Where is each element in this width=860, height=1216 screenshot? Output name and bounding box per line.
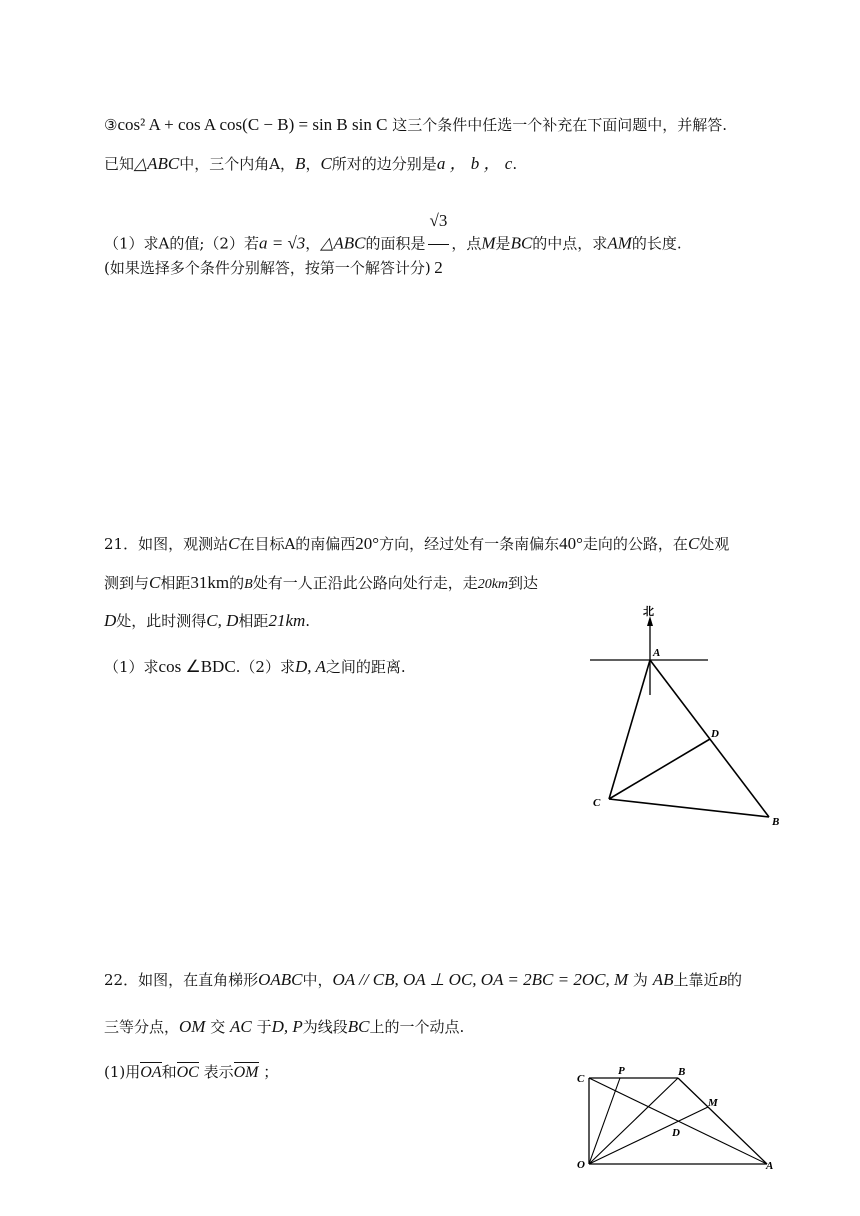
vector-oa: OA bbox=[140, 1064, 162, 1081]
period: . bbox=[512, 155, 518, 173]
midpoint-text: 的中点，求 bbox=[532, 234, 608, 253]
condition-text: 这三个条件中任选一个补充在下面问题中，并解答. bbox=[392, 116, 728, 134]
point-c: C bbox=[149, 573, 161, 592]
sides-abc: a ， b ， c bbox=[436, 154, 513, 173]
q20-given bbox=[104, 154, 517, 174]
point-c: C bbox=[687, 534, 700, 553]
q21-line-2 bbox=[104, 573, 538, 595]
segment-om: OM bbox=[179, 1017, 206, 1036]
text: 处，此时测得 bbox=[116, 612, 207, 630]
side-cb bbox=[609, 799, 769, 817]
text: 的 bbox=[727, 971, 743, 989]
text: 之间的距离. bbox=[325, 658, 406, 676]
points-d-p: D, P bbox=[271, 1017, 303, 1036]
q22-line-2 bbox=[104, 1017, 464, 1037]
text: 中， bbox=[302, 971, 333, 989]
label-c: C bbox=[593, 797, 601, 809]
q21-figure bbox=[580, 600, 800, 840]
angle-c: C bbox=[320, 154, 332, 173]
cos-angle-bdc: cos ∠BDC bbox=[158, 657, 236, 676]
distance-31km: 31km bbox=[190, 573, 230, 592]
vector-om: OM bbox=[233, 1064, 259, 1081]
period: . bbox=[305, 612, 311, 630]
label-d: D bbox=[672, 1127, 680, 1139]
text: 于 bbox=[256, 1018, 272, 1036]
a-equals-root3: a = √3 bbox=[258, 233, 306, 253]
text: 处观 bbox=[699, 535, 730, 553]
text: 的 bbox=[229, 574, 245, 592]
q21-line-4 bbox=[104, 657, 406, 677]
separator: ， bbox=[305, 155, 321, 173]
point-m: M bbox=[481, 233, 496, 253]
angle-40: 40° bbox=[559, 534, 583, 553]
q22-line-1 bbox=[104, 970, 742, 992]
text: .（2）求 bbox=[235, 658, 295, 676]
segment-am: AM bbox=[607, 233, 632, 253]
text: 和 bbox=[161, 1063, 177, 1081]
trapezoid-oabc: OABC bbox=[258, 970, 303, 989]
text: 为线段 bbox=[302, 1018, 348, 1036]
denominator: 2 bbox=[434, 258, 443, 277]
point-b: B bbox=[718, 974, 728, 989]
given-text: 中，三个内角A， bbox=[179, 155, 296, 173]
label-c: C bbox=[577, 1073, 585, 1085]
distance-21km: 21km bbox=[268, 611, 306, 630]
vector-oc: OC bbox=[176, 1064, 199, 1081]
q21-line-3 bbox=[104, 611, 310, 631]
triangle-abc: △ABC bbox=[320, 233, 366, 253]
label-m: M bbox=[708, 1097, 718, 1109]
q22-figure bbox=[570, 1062, 785, 1177]
text: 在目标A的南偏西 bbox=[239, 535, 356, 553]
text: 方向，经过处有一条南偏东 bbox=[379, 535, 560, 553]
q20-note: (如果选择多个条件分别解答，按第一个解答计分) bbox=[104, 259, 431, 277]
label-a: A bbox=[653, 647, 661, 659]
given-text-2: 所对的边分别是 bbox=[331, 155, 437, 173]
separator: ， bbox=[305, 234, 321, 253]
q21-line-1 bbox=[104, 534, 729, 554]
text: 交 bbox=[210, 1018, 226, 1036]
text: 上靠近 bbox=[673, 971, 719, 989]
text: 三等分点， bbox=[104, 1018, 180, 1036]
circle-number: ③ bbox=[104, 116, 118, 134]
text: 21．如图，观测站 bbox=[104, 535, 229, 553]
text: 相距 bbox=[238, 612, 269, 630]
given-prefix: 已知 bbox=[104, 155, 135, 173]
label-d: D bbox=[711, 728, 719, 740]
segment-ac: AC bbox=[230, 1017, 252, 1036]
text: 到达 bbox=[508, 574, 539, 592]
north-label: 北 bbox=[643, 605, 654, 618]
condition-formula: cos² A + cos A cos(C − B) = sin B sin C bbox=[117, 115, 388, 134]
angle-20: 20° bbox=[355, 534, 380, 553]
text: 表示 bbox=[203, 1063, 234, 1081]
segment-bc: BC bbox=[510, 233, 533, 253]
text: (1)用 bbox=[104, 1063, 141, 1081]
text: ； bbox=[263, 1063, 279, 1081]
label-p: P bbox=[618, 1065, 625, 1077]
text: 为 bbox=[632, 971, 648, 989]
angle-b: B bbox=[295, 154, 306, 173]
text: （1）求 bbox=[104, 658, 159, 676]
q22-line-3 bbox=[104, 1062, 278, 1082]
conditions: OA // CB, OA ⊥ OC, OA = 2BC = 2OC, M bbox=[332, 970, 629, 989]
distance-20km: 20km bbox=[477, 577, 509, 592]
text: 走向的公路，在 bbox=[582, 535, 688, 553]
text: 测到与 bbox=[104, 574, 150, 592]
numerator: √3 bbox=[428, 198, 450, 245]
triangle-abc: △ABC bbox=[134, 154, 180, 173]
points-d-a: D, A bbox=[294, 657, 326, 676]
text: 处有一人正沿此公路向处行走，走 bbox=[252, 574, 478, 592]
label-a: A bbox=[766, 1160, 774, 1172]
text: 上的一个动点. bbox=[369, 1018, 465, 1036]
area-text: 的面积是 bbox=[365, 234, 426, 253]
text: 22．如图，在直角梯形 bbox=[104, 971, 259, 989]
q20-condition-3 bbox=[104, 115, 727, 135]
point-d: D bbox=[104, 611, 117, 630]
part-1-text: （1）求A的值;（2）若 bbox=[104, 234, 259, 253]
point-text: ，点 bbox=[451, 234, 482, 253]
label-o: O bbox=[577, 1159, 585, 1171]
side-ab bbox=[678, 1078, 767, 1164]
text: 相距 bbox=[160, 574, 191, 592]
fraction-root3-over-2 bbox=[428, 198, 450, 291]
point-c: C bbox=[228, 534, 240, 553]
label-b: B bbox=[678, 1066, 686, 1078]
length-text: 的长度. bbox=[631, 234, 682, 253]
label-b: B bbox=[772, 816, 780, 828]
point-b: B bbox=[244, 577, 253, 592]
segment-ob bbox=[589, 1078, 678, 1164]
is-text: 是 bbox=[495, 234, 511, 253]
segment-ab: AB bbox=[652, 970, 674, 989]
points-c-d: C, D bbox=[206, 611, 239, 630]
segment-bc: BC bbox=[347, 1017, 370, 1036]
